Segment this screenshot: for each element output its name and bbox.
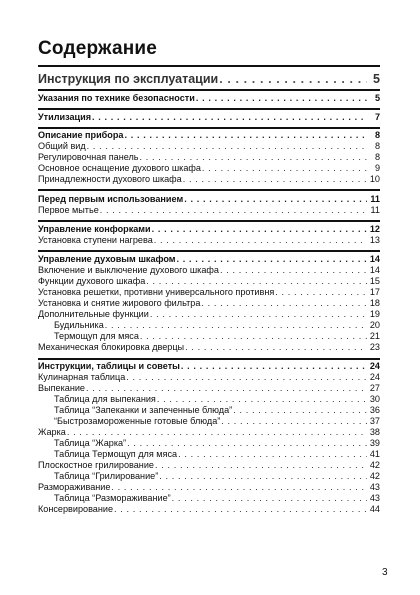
toc-subentry: Таблица “Запеканки и запеченные блюда” . . . 36 [54,405,380,416]
toc-subentry: Будильника . . . 20 [54,320,380,331]
page-number: 3 [382,567,388,578]
toc-entry: Функции духового шкафа . . . 15 [38,276,380,287]
toc-entry: Общий вид . . . 8 [38,141,380,152]
toc-entry: Плоскостное грилирование . . . 42 [38,460,380,471]
section-rule [38,108,380,110]
toc-subentry: Таблица “Грилирование” . . . 42 [54,471,380,482]
toc-entry-description: Описание прибора . . . 8 [38,130,380,141]
toc-entry-first-use: Перед первым использованием . . . 11 [38,194,380,205]
toc-entry: Консервирование . . . 44 [38,504,380,515]
toc-entry: Выпекание . . . 27 [38,383,380,394]
section-rule [38,250,380,252]
toc-entry-hob-control: Управление конфорками . . . 12 [38,224,380,235]
section-rule [38,358,380,360]
toc-entry-main-section: Инструкция по эксплуатации . . . 5 [38,72,380,86]
toc-subentry: Таблица для выпекания . . . 30 [54,394,380,405]
toc-entry-safety: Указания по технике безопасности . . . 5 [38,93,380,104]
toc-subentry: Таблица “Размораживание” . . . 43 [54,493,380,504]
toc-entry: Жарка . . . 38 [38,427,380,438]
toc-subentry: Термощуп для мяса . . . 21 [54,331,380,342]
toc-subentry: “Быстрозамороженные готовые блюда” . . . 37 [54,416,380,427]
toc-entry: Принадлежности духового шкафа . . . 10 [38,174,380,185]
toc-entry: Дополнительные функции . . . 19 [38,309,380,320]
toc-entry: Основное оснащение духового шкафа . . . 9 [38,163,380,174]
toc-entry: Включение и выключение духового шкафа . . . 14 [38,265,380,276]
section-rule [38,220,380,222]
toc-entry: Первое мытье . . . 11 [38,205,380,216]
toc-entry: Механическая блокировка дверцы . . . 23 [38,342,380,353]
toc-entry-instructions: Инструкции, таблицы и советы . . . 24 [38,361,380,372]
section-rule [38,127,380,129]
toc-subentry: Таблица Термощуп для мяса . . . 41 [54,449,380,460]
toc-entry: Размораживание . . . 43 [38,482,380,493]
toc-subentry: Таблица “Жарка” . . . 39 [54,438,380,449]
toc-entry: Установка решетки, противни универсального противня . . . 17 [38,287,380,298]
toc-entry-disposal: Утилизация . . . 7 [38,112,380,123]
section-rule [38,189,380,191]
page-title: Содержание [38,38,158,59]
toc-entry: Установка ступени нагрева . . . 13 [38,235,380,246]
toc-entry: Регулировочная панель . . . 8 [38,152,380,163]
section-rule [38,89,380,91]
toc-entry: Установка и снятие жирового фильтра . . . 18 [38,298,380,309]
toc-entry-oven-control: Управление духовым шкафом . . . 14 [38,254,380,265]
toc-entry: Кулинарная таблица . . . 24 [38,372,380,383]
title-rule [38,65,380,67]
